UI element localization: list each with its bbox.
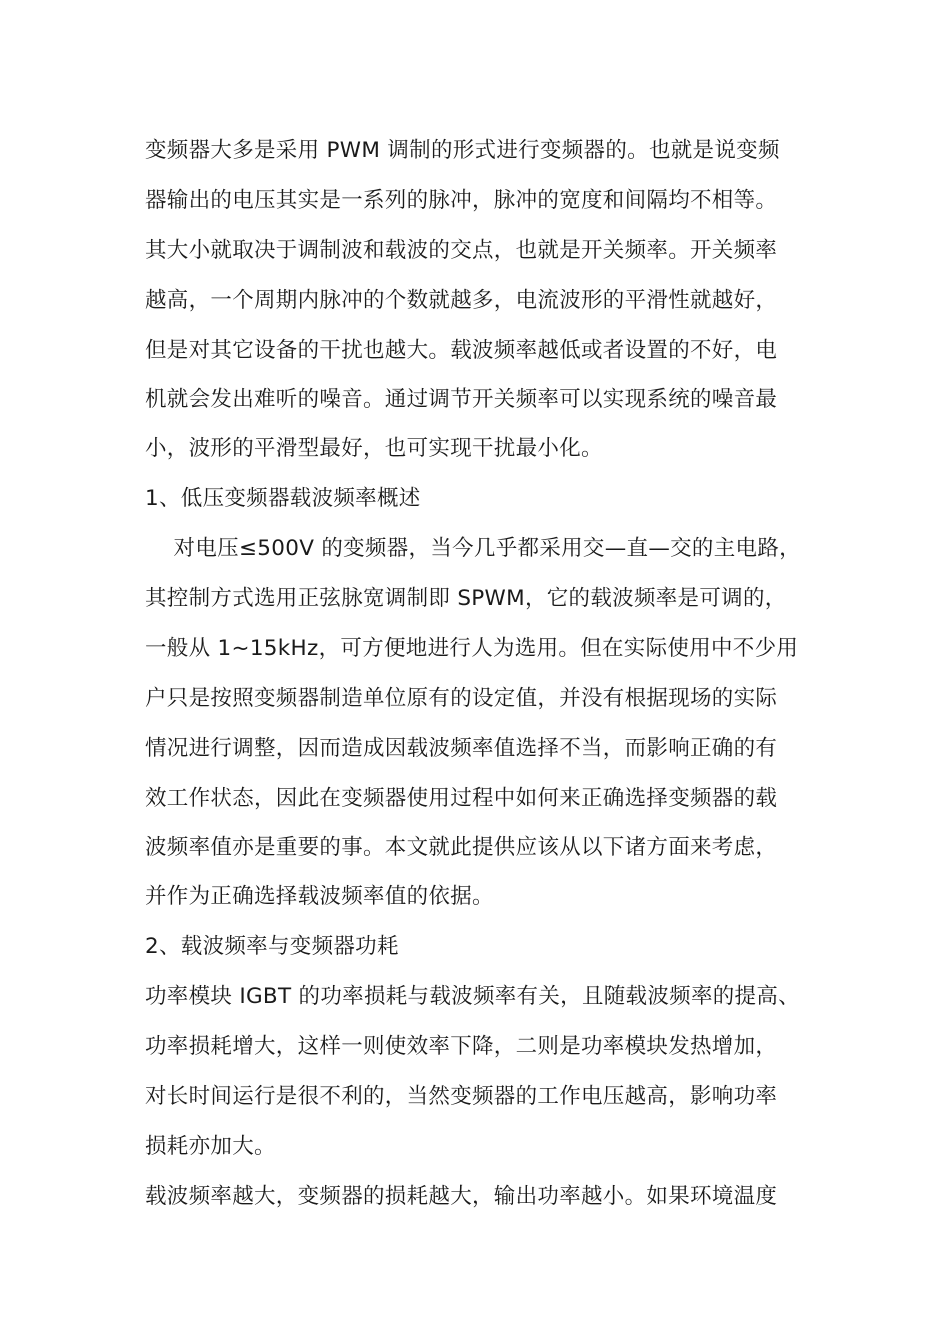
text-line: 一般从 1~15kHz，可方便地进行人为选用。但在实际使用中不少用 bbox=[145, 636, 799, 661]
text-line: 机就会发出难听的噪音。通过调节开关频率可以实现系统的噪音最 bbox=[145, 387, 778, 412]
text-line: 载波频率越大，变频器的损耗越大，输出功率越小。如果环境温度 bbox=[145, 1184, 778, 1209]
text-line: 功率损耗增大，这样一则使效率下降，二则是功率模块发热增加， bbox=[145, 1034, 778, 1059]
text-line: 其大小就取决于调制波和载波的交点，也就是开关频率。开关频率 bbox=[145, 238, 778, 263]
text-line: 情况进行调整，因而造成因载波频率值选择不当，而影响正确的有 bbox=[145, 736, 778, 761]
text-line: 波频率值亦是重要的事。本文就此提供应该从以下诸方面来考虑， bbox=[145, 835, 778, 860]
section-heading-1: 1、低压变频器载波频率概述 bbox=[145, 486, 421, 511]
text-line: 但是对其它设备的干扰也越大。载波频率越低或者设置的不好，电 bbox=[145, 338, 778, 363]
text-line: 越高，一个周期内脉冲的个数就越多，电流波形的平滑性就越好， bbox=[145, 288, 778, 313]
text-line: 并作为正确选择载波频率值的依据。 bbox=[145, 884, 494, 909]
text-line: 小，波形的平滑型最好，也可实现干扰最小化。 bbox=[145, 436, 603, 461]
text-line: 对电压≤500V 的变频器，当今几乎都采用交—直—交的主电路， bbox=[145, 536, 801, 561]
text-line: 户只是按照变频器制造单位原有的设定值，并没有根据现场的实际 bbox=[145, 686, 778, 711]
section-heading-2: 2、载波频率与变频器功耗 bbox=[145, 934, 399, 959]
text-line: 功率模块 IGBT 的功率损耗与载波频率有关，且随载波频率的提高、 bbox=[145, 984, 800, 1009]
text-line: 器输出的电压其实是一系列的脉冲，脉冲的宽度和间隔均不相等。 bbox=[145, 188, 778, 213]
text-line: 对长时间运行是很不利的，当然变频器的工作电压越高，影响功率 bbox=[145, 1084, 778, 1109]
text-line: 变频器大多是采用 PWM 调制的形式进行变频器的。也就是说变频 bbox=[145, 138, 780, 163]
text-line: 效工作状态，因此在变频器使用过程中如何来正确选择变频器的载 bbox=[145, 786, 778, 811]
text-line: 其控制方式选用正弦脉宽调制即 SPWM，它的载波频率是可调的， bbox=[145, 586, 787, 611]
text-line: 损耗亦加大。 bbox=[145, 1134, 276, 1159]
